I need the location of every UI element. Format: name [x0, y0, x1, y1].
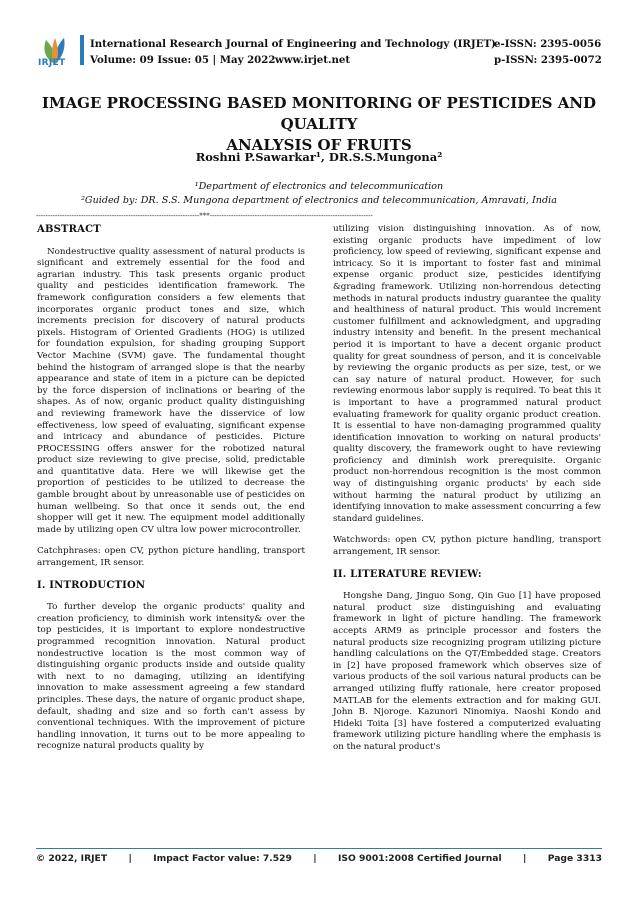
page-footer: [36, 853, 602, 864]
copyright: © 2022, IRJET: [36, 853, 108, 864]
paper-title: [20, 93, 618, 156]
right-column: [333, 224, 601, 764]
introduction-heading: I. INTRODUCTION: [37, 579, 146, 591]
e-issn: e-ISSN: 2395-0056: [494, 38, 602, 50]
logo-text: IRJET: [38, 58, 66, 68]
catchphrases: Catchphrases: open CV, python picture handling, transport arrangement, IR sensor.: [37, 546, 305, 569]
watchwords: Watchwords: open CV, python picture handling, transport arrangement, IR sensor.: [333, 535, 601, 558]
literature-review-text: Hongshe Dang, Jinguo Song, Qin Guo [1] have proposed natural product size distinguishing and evaluating framework in light of picture handling. The framework accepts ARM9 as principle processor and fosters the natural products size recognizing program utilizing picture handling calculations on the QT/Embedded stage. Creators in [2] have proposed framework which observes size of various products of the soil various natural products can be arranged utilizing fluffy rationale, here creator proposed MATLAB for the elements extraction and for making GUI. John B. Njoroge. Kazunori Ninomiya. Naoshi Kondo and Hideki Toita [3] have fostered a computerized evaluating framework utilizing picture handling where the emphasis is on the natural product's: [333, 591, 601, 752]
affiliation-1: ¹Department of electronics and telecommunication: [194, 181, 444, 192]
left-column: [37, 224, 305, 763]
introduction-text: To further develop the organic products' quality and creation proficiency, to diminish work intensity& over the top pesticides, it is important to explore nondestructive programmed recognition innovation. Natural product nondestructive location is the most common way of distinguishing organic products inside and outside quality with next to no damaging, utilizing an identifying innovation to make assessment agreeing a few standard principles. These days, the nature of organic product shape, default, shading and size and so forth can't assess by conventional techniques. With the improvement of picture handling innovation, it turns out to be more appealing to recognize natural products quality by: [37, 602, 305, 752]
journal-header: [0, 0, 638, 74]
impact-factor: Impact Factor value: 7.529: [153, 853, 292, 864]
p-issn: p-ISSN: 2395-0072: [494, 54, 602, 66]
authors: Roshni P.Sawarkar¹, DR.S.S.Mungona²: [195, 150, 443, 164]
title-line-2: ANALYSIS OF FRUITS: [226, 136, 412, 154]
title-line-1: IMAGE PROCESSING BASED MONITORING OF PESTICIDES AND QUALITY: [41, 94, 597, 133]
section-divider: ---------------------------------------------------------------------***---------------------------------------------------------------------: [36, 212, 373, 220]
iso-certification: ISO 9001:2008 Certified Journal: [338, 853, 502, 864]
header-accent-bar: [80, 35, 84, 65]
footer-separator: |: [523, 853, 527, 864]
website-link[interactable]: www.irjet.net: [275, 54, 351, 66]
introduction-continued: utilizing vision distinguishing innovation. As of now, existing organic products have impediment of low proficiency, low speed of reviewing, significant expense and intricacy. So it is important to foster fast and minimal expense organic product size, pesticides identifying &grading framework. Utilizing non-horrendous detecting methods in natural products industry guarantee the quality and healthiness of natural product. This would increment customer fulfillment and acknowledgment, and upgrading industry intensity and benefit. In the present mechanical period it is important to have a decent organic product quality for great soundness of person, and it is conceivable by reviewing the organic products as per size, test, or we can say nature of natural product. However, for such reviewing enormous labor supply is required. To beat this it is important to have a programmed natural product evaluating framework for quality organic product creation. It is essential to have non-damaging programmed quality identification innovation to working on natural products' quality discovery, the framework ought to have reviewing proficiency and diminish work prerequisite. Organic product non-horrendous recognition is the most common way of distinguishing organic products' by each side without harming the natural product by utilizing an identifying innovation to make assessment concurring a few standard guidelines.: [333, 224, 601, 524]
volume-issue: Volume: 09 Issue: 05 | May 2022: [90, 54, 276, 66]
abstract-heading: ABSTRACT: [37, 224, 101, 235]
literature-review-heading: II. LITERATURE REVIEW:: [333, 568, 482, 580]
affiliation-2: ²Guided by: DR. S.S. Mungona department of electronics and telecommunication, Amravati, India: [81, 195, 557, 206]
page-number: Page 3313: [547, 853, 602, 864]
journal-name: International Research Journal of Engineering and Technology (IRJET): [90, 38, 496, 50]
abstract-text: Nondestructive quality assessment of natural products is significant and extremely essential for the food and agrarian industry. This task presents organic product quality and pesticides identification framework. The framework configuration considers a few elements that incorporates organic product tones and size, which increments precision for discovery of natural products pixels. Histogram of Oriented Gradients (HOG) is utilized for foundation expulsion, for shading grouping Support Vector Machine (SVM) gave. The fundamental thought behind the histogram of arranged slope is that the nearby appearance and state of item in a picture can be depicted by the force dispersion of inclinations or bearing of the shapes. As of now, organic product quality distinguishing and reviewing framework have the disservice of low effectiveness, low speed of evaluating, significant expense and intricacy and abundance of pesticides. Picture PROCESSING offers answer for the robotized natural product size reviewing to give precise, solid, predictable and quantitative data. Here we will likewise get the proportion of pesticides to be utilized to decrease the gamble brought about by unreasonable use of pesticides on human wellbeing. So that once it sends out, the end shopper will get it new. The equipment model additionally made by utilizing open CV ultra low power microcontroller.: [37, 246, 305, 535]
footer-separator: |: [313, 853, 317, 864]
footer-separator: |: [128, 853, 132, 864]
footer-rule: [36, 848, 602, 849]
